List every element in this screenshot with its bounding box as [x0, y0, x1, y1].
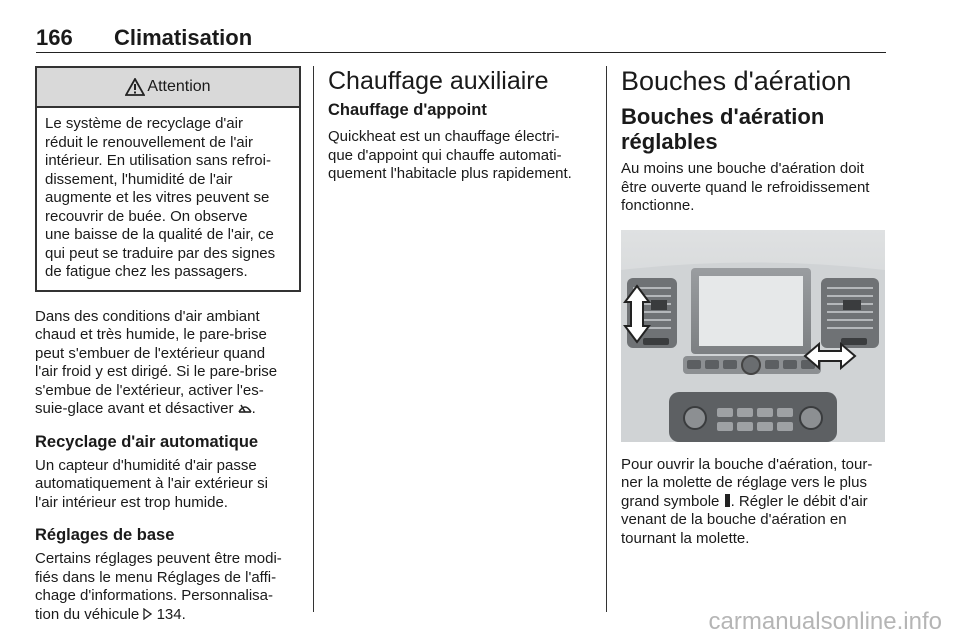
- attention-title: Attention: [147, 78, 211, 95]
- text-line: de fatigue chez les passagers.: [45, 263, 248, 280]
- text-line: que d'appoint qui chauffe automati-: [328, 146, 562, 164]
- chapter-title: Climatisation: [114, 25, 253, 50]
- text-line: intérieur. En utilisation sans refroi-: [45, 152, 271, 169]
- windshield-wiper-icon: [238, 401, 252, 414]
- column-divider: [313, 66, 314, 612]
- text-line: qui peut se traduire par des signes: [45, 244, 276, 262]
- text-line: chaud et très humide, le pare-brise: [35, 326, 267, 343]
- text-line: recouvrir de buée. On observe: [45, 207, 248, 225]
- text-line: dissement, l'humidité de l'air: [45, 170, 233, 188]
- paragraph-base-settings: [35, 550, 301, 624]
- page-reference[interactable]: 134.: [156, 605, 186, 623]
- text-line: Quickheat est un chauffage électri-: [328, 128, 560, 145]
- text-line: Bouches d'aération: [621, 104, 825, 129]
- text-line: réduit le renouvellement de l'air: [45, 133, 253, 151]
- text-line: automatiquement à l'air extérieur si: [35, 475, 268, 492]
- heading-air-vents: Bouches d'aération: [621, 66, 852, 96]
- text-line: s'embue de l'extérieur, activer l'es-: [35, 381, 264, 399]
- text-line: tournant la molette.: [621, 529, 750, 547]
- text-line: quement l'habitacle plus rapidement.: [328, 165, 572, 182]
- paragraph-auto-recycle: [35, 457, 301, 513]
- heading-aux-heating: Chauffage auxiliaire: [328, 67, 549, 95]
- text-line: fiés dans le menu Réglages de l'affi-: [35, 568, 277, 586]
- text-line: Certains réglages peuvent être modi-: [35, 550, 282, 567]
- text-line: l'air intérieur est trop humide.: [35, 493, 228, 511]
- text-line: Au moins une bouche d'aération doit: [621, 160, 865, 177]
- text-line: [621, 493, 887, 512]
- paragraph-windshield: [35, 308, 301, 419]
- heading-adjustable-vents: [621, 104, 887, 154]
- text-segment: grand symbole: [621, 492, 720, 510]
- text-line: réglables: [621, 129, 718, 154]
- page-reference-arrow-icon: [143, 608, 152, 620]
- paragraph-vent-open: [621, 160, 887, 216]
- text-segment: . Régler le débit d'air: [730, 492, 868, 510]
- column-middle: [328, 66, 590, 184]
- watermark: carmanualsonline.info: [708, 608, 942, 635]
- text-line: peut s'embuer de l'extérieur quand: [35, 344, 266, 362]
- large-airflow-symbol-icon: [724, 494, 731, 507]
- text-line: l'air froid y est dirigé. Si le pare-brise: [35, 363, 278, 380]
- attention-body: [37, 108, 299, 290]
- text-line: [35, 606, 301, 625]
- text-line: Le système de recyclage d'air: [45, 115, 243, 132]
- heading-quickheat: Chauffage d'appoint: [328, 101, 487, 119]
- warning-icon: [125, 78, 145, 96]
- column-right: [621, 66, 887, 548]
- column-left: [35, 66, 301, 624]
- paragraph-vent-adjust: [621, 456, 887, 549]
- text-line: être ouverte quand le refroidissement: [621, 178, 870, 196]
- text-line: une baisse de la qualité de l'air, ce: [45, 226, 274, 243]
- dashboard-illustration: [621, 230, 885, 442]
- page-header: [36, 22, 886, 53]
- heading-auto-recycle: Recyclage d'air automatique: [35, 432, 259, 451]
- text-line: chage d'informations. Personnalisa-: [35, 587, 273, 604]
- text-line: augmente et les vitres peuvent se: [45, 189, 270, 206]
- attention-header: [37, 68, 299, 108]
- text-line: Un capteur d'humidité d'air passe: [35, 456, 257, 474]
- attention-box: [35, 66, 301, 292]
- dashboard-vents-photo: [621, 230, 885, 442]
- text-line: fonctionne.: [621, 197, 695, 214]
- heading-base-settings: Réglages de base: [35, 526, 175, 544]
- text-line: ner la molette de réglage vers le plus: [621, 474, 867, 491]
- text-line: venant de la bouche d'aération en: [621, 511, 847, 528]
- text-line: Dans des conditions d'air ambiant: [35, 307, 260, 325]
- text-segment: tion du véhicule: [35, 605, 140, 623]
- text-line: suie-glace avant et désactiver .: [35, 400, 256, 417]
- paragraph-quickheat: [328, 128, 590, 184]
- column-divider: [606, 66, 607, 612]
- text-segment: suie-glace avant et désactiver: [35, 400, 234, 417]
- page-number: 166: [36, 25, 73, 50]
- text-line: Pour ouvrir la bouche d'aération, tour-: [621, 455, 873, 473]
